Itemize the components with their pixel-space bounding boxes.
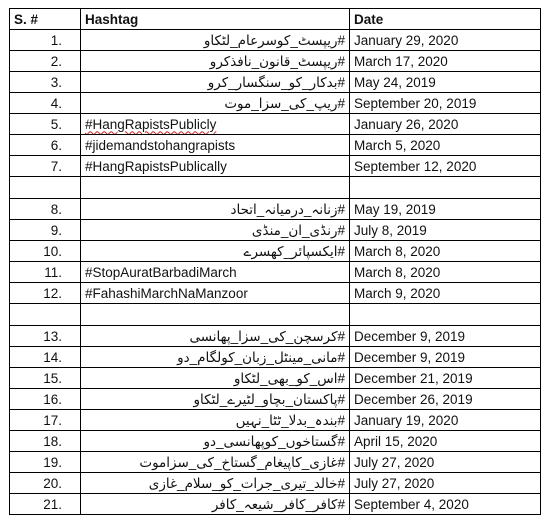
serial-number-cell: 13. bbox=[10, 326, 81, 347]
table-row bbox=[10, 135, 541, 156]
hashtag-text: #ریپسٹ_قانون_نافذکرو bbox=[209, 53, 345, 69]
serial-number-cell: 7. bbox=[10, 156, 81, 177]
table-row bbox=[10, 72, 541, 93]
hashtag-text: #HangRapistsPublicly bbox=[85, 116, 217, 132]
hashtag-text: #بدکار_کو_سنگسار_کرو bbox=[207, 74, 345, 90]
table-row bbox=[10, 241, 541, 262]
table-row bbox=[10, 431, 541, 452]
hashtag-text: #StopAuratBarbadiMarch bbox=[85, 264, 237, 280]
serial-number-cell: 1. bbox=[10, 30, 81, 51]
serial-number-cell: 18. bbox=[10, 431, 81, 452]
group-separator-row bbox=[10, 304, 541, 326]
table-row bbox=[10, 452, 541, 473]
serial-number-cell: 17. bbox=[10, 410, 81, 431]
empty-cell bbox=[81, 304, 350, 326]
serial-number-cell: 15. bbox=[10, 368, 81, 389]
serial-number-cell: 8. bbox=[10, 199, 81, 220]
table-row bbox=[10, 30, 541, 51]
hashtag-cell bbox=[81, 494, 350, 515]
table-row bbox=[10, 220, 541, 241]
hashtag-text: #jidemandstohangrapists bbox=[85, 137, 236, 153]
hashtag-text: #پاکستان_بچاو_لٹیرے_لٹکاو bbox=[193, 391, 345, 407]
serial-number-cell: 21. bbox=[10, 494, 81, 515]
date-cell: April 15, 2020 bbox=[350, 431, 541, 452]
table-row bbox=[10, 51, 541, 72]
serial-number-cell: 4. bbox=[10, 93, 81, 114]
hashtag-text: #خالد_تیری_جرات_کو_سلام_غازی bbox=[148, 475, 345, 491]
hashtag-cell bbox=[81, 283, 350, 304]
hashtag-cell bbox=[81, 135, 350, 156]
hashtag-cell bbox=[81, 51, 350, 72]
hashtag-text: #زنانہ_درمیانہ_اتحاد bbox=[230, 201, 345, 217]
date-cell: December 9, 2019 bbox=[350, 347, 541, 368]
group-separator-row bbox=[10, 177, 541, 199]
serial-number-cell: 12. bbox=[10, 283, 81, 304]
hashtag-text: #رنڈی_ان_منڈی bbox=[251, 222, 345, 238]
hashtag-table bbox=[9, 8, 541, 515]
header-date: Date bbox=[350, 9, 541, 30]
date-cell: July 27, 2020 bbox=[350, 452, 541, 473]
table-row bbox=[10, 93, 541, 114]
table-row bbox=[10, 283, 541, 304]
date-cell: July 8, 2019 bbox=[350, 220, 541, 241]
empty-cell bbox=[10, 177, 81, 199]
header-serial-number: S. # bbox=[10, 9, 81, 30]
serial-number-cell: 16. bbox=[10, 389, 81, 410]
date-cell: May 24, 2019 bbox=[350, 72, 541, 93]
hashtag-cell bbox=[81, 452, 350, 473]
hashtag-cell bbox=[81, 347, 350, 368]
date-cell: May 19, 2019 bbox=[350, 199, 541, 220]
serial-number-cell: 6. bbox=[10, 135, 81, 156]
serial-number-cell: 11. bbox=[10, 262, 81, 283]
table-row bbox=[10, 262, 541, 283]
hashtag-cell bbox=[81, 262, 350, 283]
empty-cell bbox=[10, 304, 81, 326]
date-cell: July 27, 2020 bbox=[350, 473, 541, 494]
hashtag-text: #کافر_کافر_شیعہ_کافر bbox=[211, 496, 345, 512]
table-row bbox=[10, 347, 541, 368]
date-cell: September 12, 2020 bbox=[350, 156, 541, 177]
serial-number-cell: 3. bbox=[10, 72, 81, 93]
hashtag-cell bbox=[81, 326, 350, 347]
table-row bbox=[10, 410, 541, 431]
table-row bbox=[10, 114, 541, 135]
date-cell: March 5, 2020 bbox=[350, 135, 541, 156]
hashtag-text: #FahashiMarchNaManzoor bbox=[85, 285, 248, 301]
serial-number-cell: 2. bbox=[10, 51, 81, 72]
hashtag-text: #کرسچن_کی_سزا_پھانسی bbox=[189, 328, 345, 344]
hashtag-text: #غازی_کاپیغام_گستاخ_کی_سزاموت bbox=[139, 454, 345, 470]
date-cell: March 9, 2020 bbox=[350, 283, 541, 304]
hashtag-text: #گستاخوں_کوپھانسی_دو bbox=[203, 433, 345, 449]
hashtag-text: #اس_کو_بھی_لٹکاو bbox=[233, 370, 345, 386]
table-row bbox=[10, 368, 541, 389]
date-cell: December 26, 2019 bbox=[350, 389, 541, 410]
table-body bbox=[10, 30, 541, 515]
hashtag-cell bbox=[81, 473, 350, 494]
hashtag-cell bbox=[81, 93, 350, 114]
serial-number-cell: 9. bbox=[10, 220, 81, 241]
hashtag-text: #ایکسپائر_کھسرے bbox=[243, 243, 345, 259]
table-row bbox=[10, 326, 541, 347]
serial-number-cell: 14. bbox=[10, 347, 81, 368]
hashtag-text: #ریپسٹ_کوسرعام_لٹکاو bbox=[203, 32, 345, 48]
hashtag-cell bbox=[81, 220, 350, 241]
hashtag-cell bbox=[81, 368, 350, 389]
table-row bbox=[10, 156, 541, 177]
serial-number-cell: 10. bbox=[10, 241, 81, 262]
date-cell: March 17, 2020 bbox=[350, 51, 541, 72]
hashtag-cell bbox=[81, 30, 350, 51]
hashtag-cell bbox=[81, 114, 350, 135]
date-cell: September 4, 2020 bbox=[350, 494, 541, 515]
date-cell: September 20, 2019 bbox=[350, 93, 541, 114]
hashtag-cell bbox=[81, 199, 350, 220]
date-cell: December 9, 2019 bbox=[350, 326, 541, 347]
empty-cell bbox=[350, 177, 541, 199]
hashtag-cell bbox=[81, 241, 350, 262]
date-cell: January 26, 2020 bbox=[350, 114, 541, 135]
hashtag-cell bbox=[81, 72, 350, 93]
date-cell: March 8, 2020 bbox=[350, 262, 541, 283]
date-cell: December 21, 2019 bbox=[350, 368, 541, 389]
table-row bbox=[10, 473, 541, 494]
hashtag-cell bbox=[81, 410, 350, 431]
table-row bbox=[10, 494, 541, 515]
serial-number-cell: 20. bbox=[10, 473, 81, 494]
serial-number-cell: 5. bbox=[10, 114, 81, 135]
hashtag-cell bbox=[81, 431, 350, 452]
hashtag-cell bbox=[81, 156, 350, 177]
header-hashtag: Hashtag bbox=[81, 9, 350, 30]
hashtag-table-container bbox=[9, 8, 541, 515]
hashtag-text: #مانی_مینٹل_زبان_کولگام_دو bbox=[177, 349, 345, 365]
table-header-row bbox=[10, 9, 541, 30]
date-cell: January 19, 2020 bbox=[350, 410, 541, 431]
table-row bbox=[10, 389, 541, 410]
hashtag-text: #بندہ_بدلا_ٹٹا_نہیں bbox=[235, 412, 345, 428]
hashtag-cell bbox=[81, 389, 350, 410]
hashtag-text: #ریپ_کی_سزا_موت bbox=[224, 95, 345, 111]
empty-cell bbox=[350, 304, 541, 326]
date-cell: March 8, 2020 bbox=[350, 241, 541, 262]
empty-cell bbox=[81, 177, 350, 199]
serial-number-cell: 19. bbox=[10, 452, 81, 473]
date-cell: January 29, 2020 bbox=[350, 30, 541, 51]
table-row bbox=[10, 199, 541, 220]
hashtag-text: #HangRapistsPublically bbox=[85, 158, 227, 174]
